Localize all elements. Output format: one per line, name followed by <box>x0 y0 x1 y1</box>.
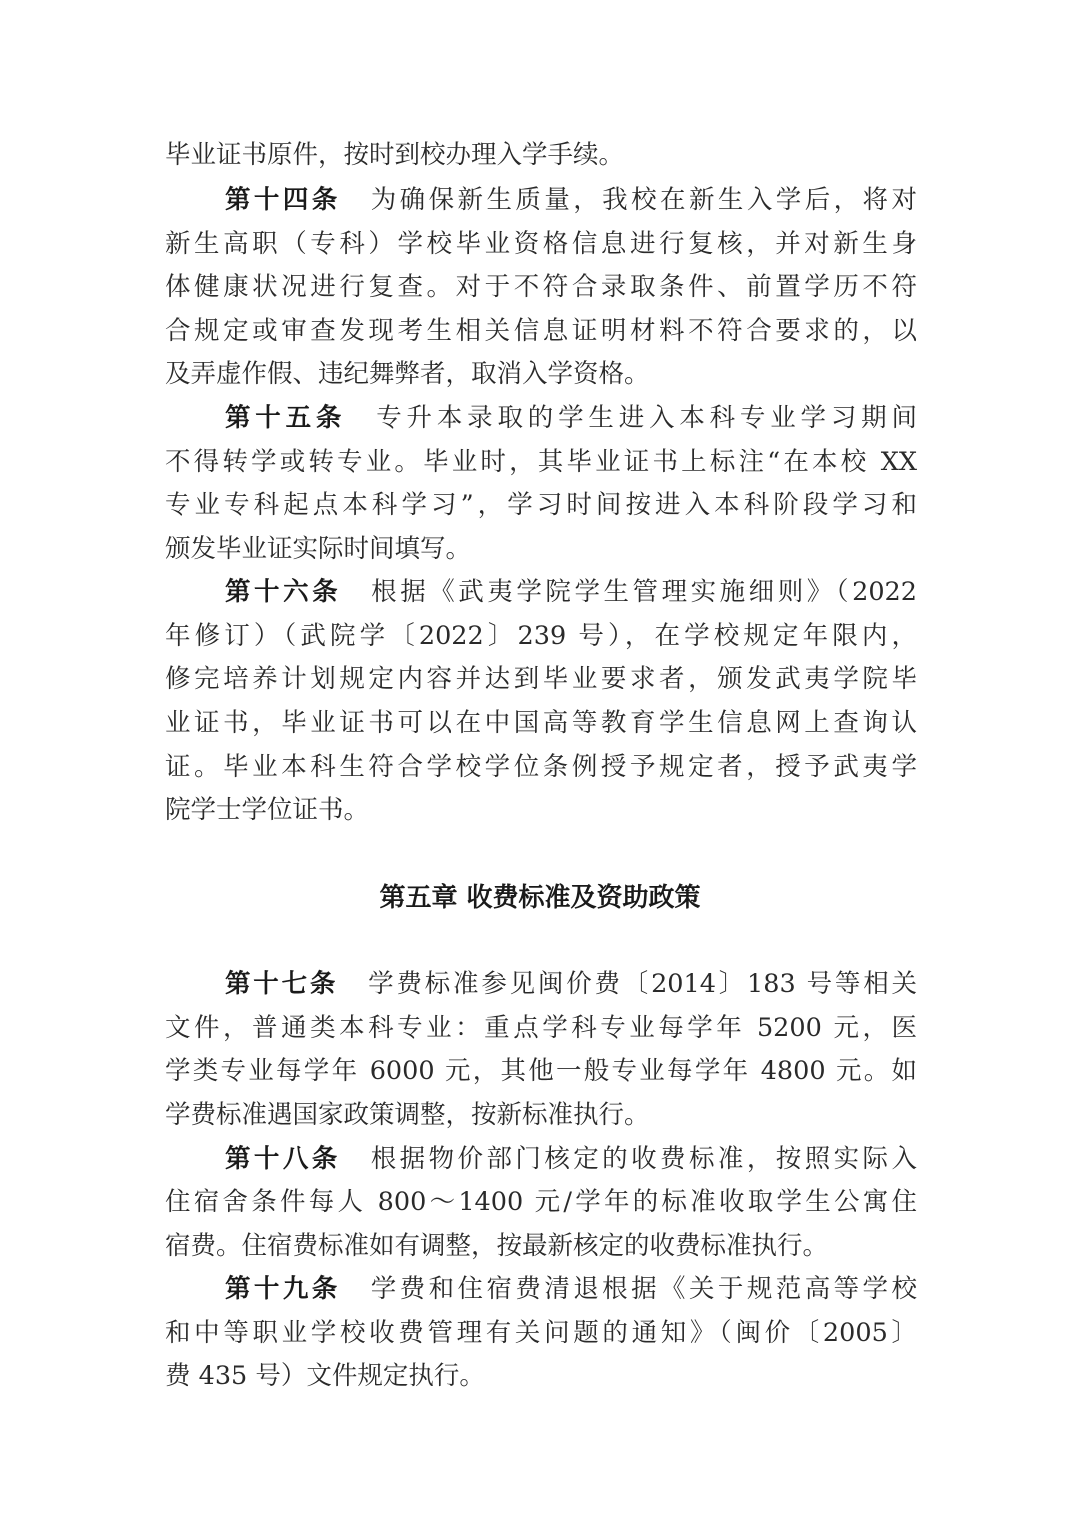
text-line: 和中等职业学校收费管理有关问题的通知》（闽价〔2005〕 <box>165 1318 917 1348</box>
article-14-heading: 第十四条 <box>225 185 341 215</box>
text-segment: 学费和住宿费清退根据《关于规范高等学校 <box>370 1274 917 1304</box>
text-line: 证。毕业本科生符合学校学位条例授予规定者，授予武夷学 <box>165 752 917 782</box>
text-line: 学费标准遇国家政策调整，按新标准执行。 <box>165 1100 650 1130</box>
article-15-line <box>225 396 917 440</box>
text-line: 修完培养计划规定内容并达到毕业要求者，颁发武夷学院毕 <box>165 664 917 694</box>
text-segment: 专升本录取的学生进入本科专业学习期间 <box>376 403 917 433</box>
text-line: 及弄虚作假、违纪舞弊者，取消入学资格。 <box>165 359 650 389</box>
article-15-heading: 第十五条 <box>225 403 347 433</box>
text-line: 学类专业每学年 6000 元，其他一般专业每学年 4800 元。如 <box>165 1056 917 1086</box>
article-14-line <box>225 178 917 222</box>
text-line: 新生高职（专科）学校毕业资格信息进行复核，并对新生身 <box>165 229 917 259</box>
text-line: 文件，普通类本科专业：重点学科专业每学年 5200 元，医 <box>165 1013 917 1043</box>
article-19-heading: 第十九条 <box>225 1274 341 1304</box>
text-line: 宿费。住宿费标准如有调整，按最新核定的收费标准执行。 <box>165 1231 829 1261</box>
chapter-title: 第五章 收费标准及资助政策 <box>379 883 701 913</box>
article-17-line <box>225 962 917 1006</box>
text-line: 业证书，毕业证书可以在中国高等教育学生信息网上查询认 <box>165 708 917 738</box>
article-18-line <box>225 1137 917 1181</box>
text-line: 不得转学或转专业。毕业时，其毕业证书上标注“在本校 XX <box>165 447 917 477</box>
text-line: 合规定或审查发现考生相关信息证明材料不符合要求的，以 <box>165 316 917 346</box>
text-line: 体健康状况进行复查。对于不符合录取条件、前置学历不符 <box>165 272 917 302</box>
text-line: 毕业证书原件，按时到校办理入学手续。 <box>165 140 625 170</box>
text-line: 颁发毕业证实际时间填写。 <box>165 534 472 564</box>
text-line: 年修订）（武院学〔2022〕239 号），在学校规定年限内， <box>165 621 917 651</box>
article-18-heading: 第十八条 <box>225 1144 341 1174</box>
text-segment: 学费标准参见闽价费〔2014〕183 号等相关 <box>368 969 917 999</box>
text-line: 住宿舍条件每人 800～1400 元/学年的标准收取学生公寓住 <box>165 1187 917 1217</box>
text-line: 费 435 号）文件规定执行。 <box>165 1361 485 1391</box>
article-19-line <box>225 1267 917 1311</box>
text-line: 专业专科起点本科学习”，学习时间按进入本科阶段学习和 <box>165 490 917 520</box>
article-16-line <box>225 570 917 614</box>
article-17-heading: 第十七条 <box>225 969 339 999</box>
text-segment: 根据《武夷学院学生管理实施细则》（2022 <box>371 577 917 607</box>
text-segment: 为确保新生质量，我校在新生入学后，将对 <box>370 185 917 215</box>
text-segment: 根据物价部门核定的收费标准，按照实际入 <box>370 1144 917 1174</box>
text-line: 院学士学位证书。 <box>165 795 370 825</box>
article-16-heading: 第十六条 <box>225 577 342 607</box>
